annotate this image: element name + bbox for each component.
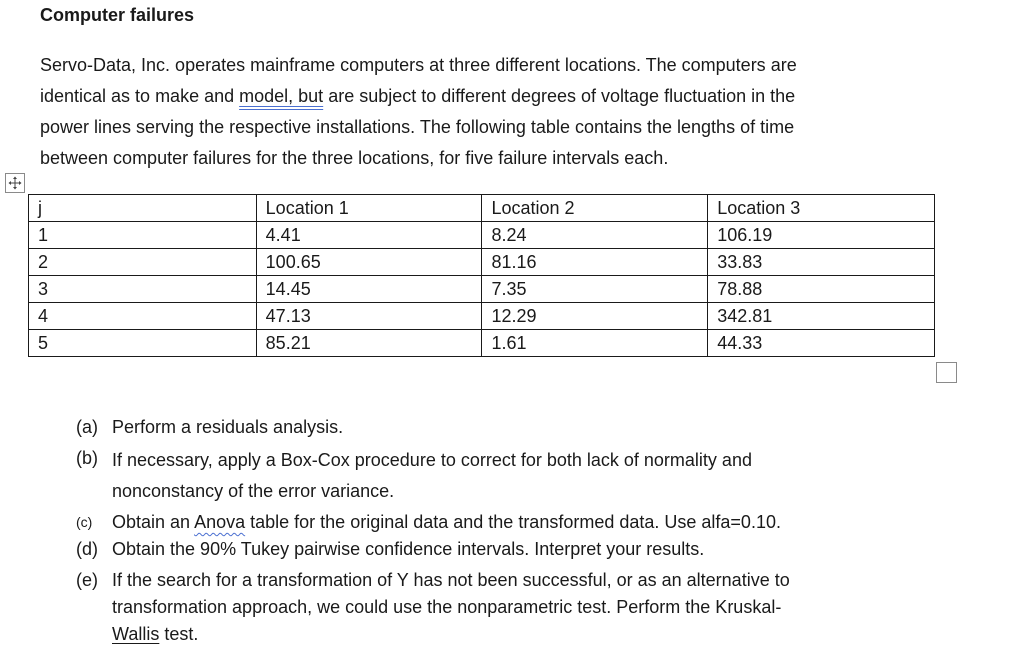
intro-line-2: [40, 81, 940, 112]
question-e: [76, 567, 976, 648]
question-a: [76, 414, 976, 441]
table-cell[interactable]: 4: [29, 303, 257, 330]
question-label: (b): [76, 448, 98, 468]
question-e-line-1: If the search for a transformation of Y has not been successful, or as an alternative to: [112, 570, 790, 590]
table-cell[interactable]: 85.21: [256, 330, 482, 357]
table-header-row: [29, 195, 935, 222]
table-cell[interactable]: 14.45: [256, 276, 482, 303]
question-e-post: test.: [159, 624, 199, 644]
four-arrows-icon: [8, 176, 22, 190]
question-text: Perform a residuals analysis.: [112, 417, 344, 437]
table-cell[interactable]: 1.61: [482, 330, 708, 357]
question-c: [76, 509, 976, 536]
table-cell[interactable]: 7.35: [482, 276, 708, 303]
intro-line-3: power lines serving the respective installations. The following table contains the lengths of time: [40, 117, 795, 137]
question-text: [112, 567, 976, 648]
intro-line-1: Servo-Data, Inc. operates mainframe computers at three different locations. The computers are: [40, 55, 797, 75]
question-text: [112, 509, 976, 536]
table-cell[interactable]: 3: [29, 276, 257, 303]
table-cell[interactable]: 47.13: [256, 303, 482, 330]
header-cell[interactable]: Location 1: [256, 195, 482, 222]
question-text: [112, 445, 976, 507]
table-cell[interactable]: 44.33: [708, 330, 935, 357]
table-cell[interactable]: 4.41: [256, 222, 482, 249]
table-row: [29, 276, 935, 303]
table-cell[interactable]: 342.81: [708, 303, 935, 330]
question-list: [76, 412, 976, 648]
question-c-pre: Obtain an: [112, 512, 195, 532]
spellcheck-marked-word[interactable]: Anova: [194, 512, 246, 532]
grammar-marked-text[interactable]: model, but: [239, 86, 324, 106]
table-row: [29, 222, 935, 249]
table-resize-handle[interactable]: [936, 362, 957, 383]
table-row: [29, 303, 935, 330]
question-label: (c): [76, 514, 93, 530]
table-cell[interactable]: 33.83: [708, 249, 935, 276]
table-cell[interactable]: 81.16: [482, 249, 708, 276]
header-cell[interactable]: Location 3: [708, 195, 935, 222]
intro-line-4: between computer failures for the three locations, for five failure intervals each.: [40, 148, 669, 168]
table-cell[interactable]: 78.88: [708, 276, 935, 303]
question-b: [76, 445, 976, 507]
header-cell[interactable]: j: [29, 195, 257, 222]
question-b-line-2: nonconstancy of the error variance.: [112, 481, 395, 501]
question-c-post: table for the original data and the transformed data. Use alfa=0.10.: [245, 512, 781, 532]
intro-line-2-post: are subject to different degrees of voltage fluctuation in the: [323, 86, 796, 106]
question-b-line-1: If necessary, apply a Box-Cox procedure to correct for both lack of normality and: [112, 450, 752, 470]
table-cell[interactable]: 5: [29, 330, 257, 357]
header-cell[interactable]: Location 2: [482, 195, 708, 222]
table-row: [29, 249, 935, 276]
question-text: Obtain the 90% Tukey pairwise confidence intervals. Interpret your results.: [112, 539, 705, 559]
table-cell[interactable]: 100.65: [256, 249, 482, 276]
question-e-line-2: transformation approach, we could use the nonparametric test. Perform the Kruskal-: [112, 597, 782, 617]
table-cell[interactable]: 2: [29, 249, 257, 276]
table-row: [29, 330, 935, 357]
question-label: (d): [76, 539, 98, 559]
table-cell[interactable]: 106.19: [708, 222, 935, 249]
document-title: Computer failures: [40, 5, 195, 25]
question-d: [76, 536, 976, 563]
question-label: (e): [76, 570, 98, 590]
table-cell[interactable]: 8.24: [482, 222, 708, 249]
failure-times-table: [28, 194, 935, 357]
table-move-handle-icon[interactable]: [5, 173, 25, 193]
question-label: (a): [76, 417, 98, 437]
spellcheck-marked-word[interactable]: Wallis: [112, 624, 160, 644]
table-cell[interactable]: 1: [29, 222, 257, 249]
intro-line-2-pre: identical as to make and: [40, 86, 240, 106]
table-cell[interactable]: 12.29: [482, 303, 708, 330]
intro-paragraph: [40, 50, 940, 174]
